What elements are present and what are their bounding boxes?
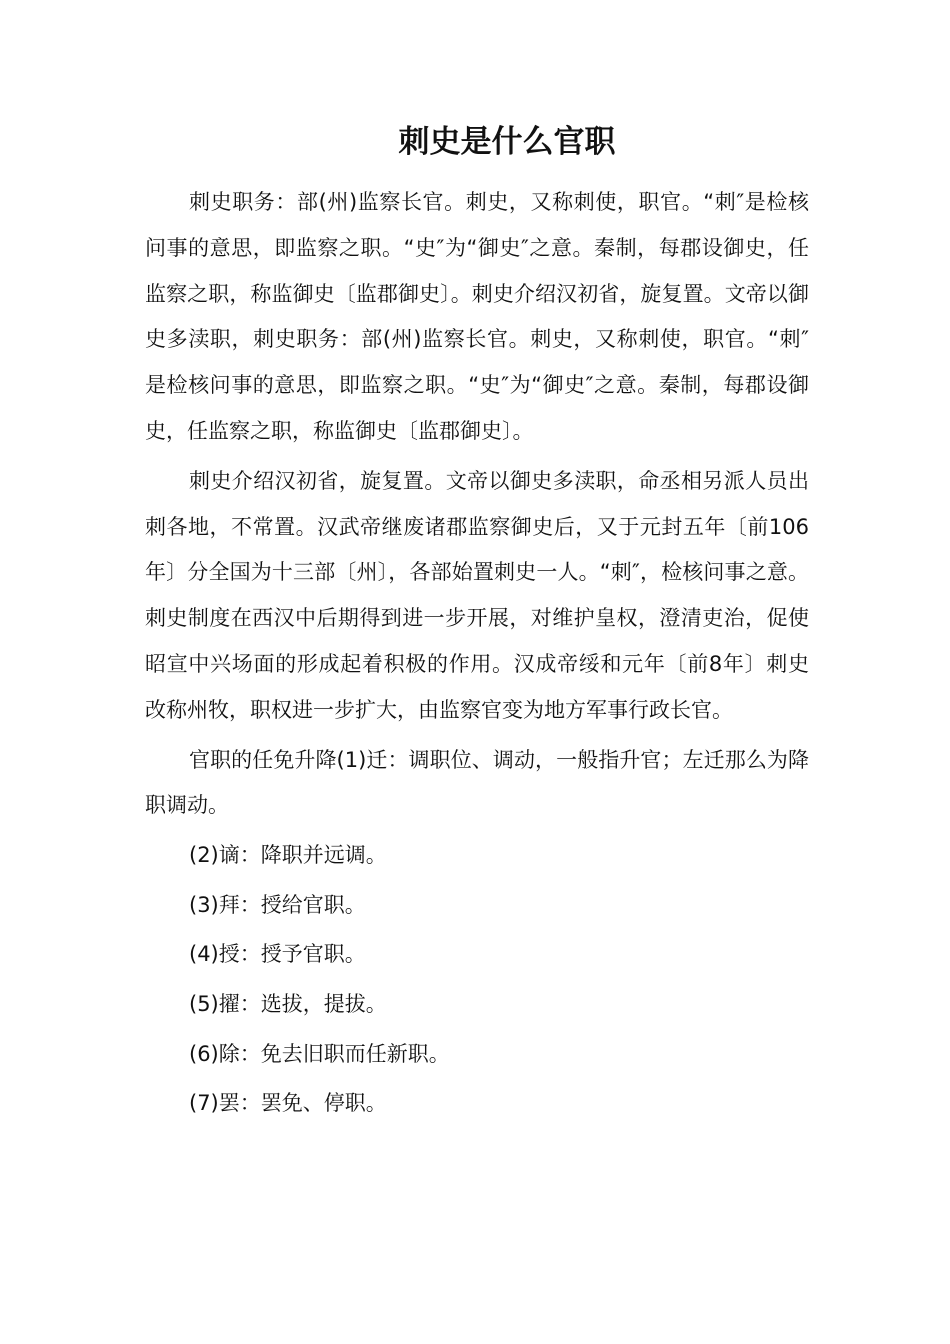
list-item: (2)谪：降职并远调。 bbox=[189, 843, 387, 868]
list-item: (5)擢：选拔，提拔。 bbox=[189, 991, 387, 1016]
list-item: (3)拜：授给官职。 bbox=[189, 892, 366, 917]
paragraph-3: 官职的任免升降(1)迁：调职位、调动，一般指升官；左迁那么为降职调动。 bbox=[145, 747, 809, 818]
paragraph-2: 刺史介绍汉初省，旋复置。文帝以御史多渎职，命丞相另派人员出刺各地，不常置。汉武帝继废诸郡监察御史后，又于元封五年〔前106年〕分全国为十三部〔州〕，各部始置刺史一人。“刺″，检核问事之意。刺史制度在西汉中后期得到进一步开展，对维护皇权，澄清吏治，促使昭宣中兴场面的形成起着积极的作用。汉成帝绥和元年〔前8年〕刺史改称州牧，职权进一步扩大，由监察官变为地方军事行政长官。 bbox=[145, 468, 809, 722]
list-item: (7)罢：罢免、停职。 bbox=[189, 1091, 387, 1116]
paragraph-1: 刺史职务：部(州)监察长官。刺史，又称刺使，职官。“刺″是检核问事的意思，即监察之职。“史″为“御史″之意。秦制，每郡设御史，任监察之职，称监御史〔监郡御史〕。刺史介绍汉初省，旋复置。文帝以御史多渎职，刺史职务：部(州)监察长官。刺史，又称刺使，职官。“刺″是检核问事的意思，即监察之职。“史″为“御史″之意。秦制，每郡设御史，任监察之职，称监御史〔监郡御史〕。 bbox=[145, 190, 809, 443]
list-item: (6)除：免去旧职而任新职。 bbox=[189, 1041, 450, 1066]
document-body bbox=[145, 180, 809, 1129]
document-title: 刺史是什么官职 bbox=[398, 124, 616, 160]
appointment-terms-list bbox=[145, 831, 809, 1129]
list-item: (4)授：授予官职。 bbox=[189, 942, 366, 967]
